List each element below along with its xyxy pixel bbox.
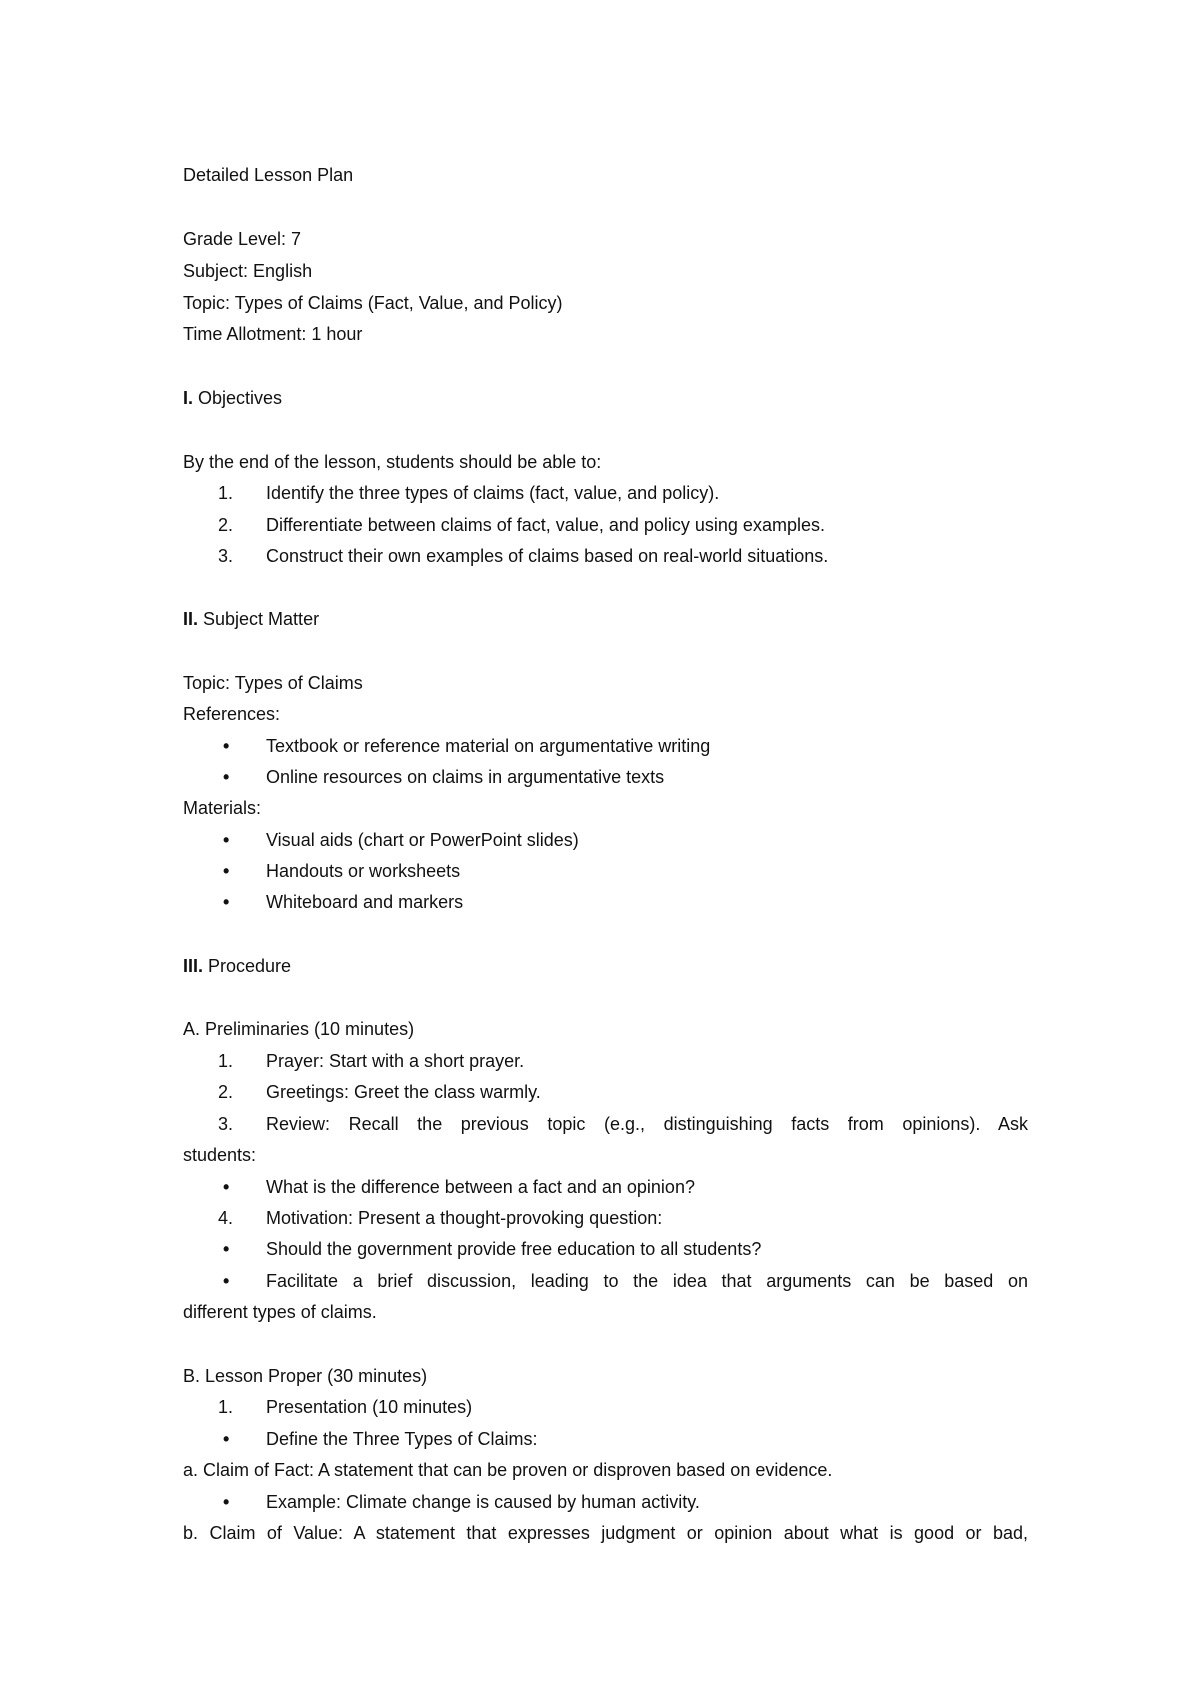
materials-label: Materials: bbox=[183, 798, 262, 818]
grade-level: Grade Level: 7 bbox=[183, 229, 302, 249]
list-item-continuation: different types of claims. bbox=[183, 1302, 377, 1322]
claim-of-value: b. Claim of Value: A statement that expresses judgment or opinion about what is good or bad, bbox=[183, 1523, 1028, 1543]
list-item: 4. Motivation: Present a thought-provoking question: bbox=[218, 1208, 663, 1228]
list-item: 2. Greetings: Greet the class warmly. bbox=[218, 1082, 541, 1102]
procedure-heading bbox=[183, 955, 291, 977]
subject-matter-heading bbox=[183, 608, 319, 630]
section-title: Objectives bbox=[193, 388, 283, 408]
lesson-proper-heading: B. Lesson Proper (30 minutes) bbox=[183, 1366, 428, 1386]
list-item: •Online resources on claims in argumentative texts bbox=[218, 766, 664, 788]
section-number: III. bbox=[183, 956, 204, 976]
objectives-heading bbox=[183, 387, 282, 409]
list-item: • Facilitate a brief discussion, leading to the idea that arguments can be based on bbox=[218, 1270, 1028, 1292]
references-label: References: bbox=[183, 704, 281, 724]
claim-of-fact: a. Claim of Fact: A statement that can be proven or disproven based on evidence. bbox=[183, 1460, 833, 1480]
preliminaries-heading: A. Preliminaries (10 minutes) bbox=[183, 1019, 415, 1039]
list-item: 1. Identify the three types of claims (fact, value, and policy). bbox=[218, 483, 720, 503]
list-item: •Handouts or worksheets bbox=[218, 860, 460, 882]
list-item-continuation: students: bbox=[183, 1145, 257, 1165]
list-item: 2. Differentiate between claims of fact, value, and policy using examples. bbox=[218, 515, 825, 535]
section-title: Procedure bbox=[203, 956, 292, 976]
list-item: 3. Construct their own examples of claims based on real-world situations. bbox=[218, 546, 829, 566]
section-number: I. bbox=[183, 388, 194, 408]
objectives-intro: By the end of the lesson, students should be able to: bbox=[183, 452, 602, 472]
subject: Subject: English bbox=[183, 261, 313, 281]
list-item: •Define the Three Types of Claims: bbox=[218, 1428, 537, 1450]
list-item: •Visual aids (chart or PowerPoint slides) bbox=[218, 829, 579, 851]
list-item: •What is the difference between a fact and an opinion? bbox=[218, 1176, 695, 1198]
section-title: Subject Matter bbox=[198, 609, 320, 629]
subject-matter-topic: Topic: Types of Claims bbox=[183, 673, 363, 693]
list-item: 3. Review: Recall the previous topic (e.g., distinguishing facts from opinions). Ask bbox=[218, 1114, 1028, 1134]
document-title: Detailed Lesson Plan bbox=[183, 165, 354, 185]
list-item: •Textbook or reference material on argumentative writing bbox=[218, 735, 710, 757]
list-item: 1. Prayer: Start with a short prayer. bbox=[218, 1051, 525, 1071]
list-item: •Should the government provide free education to all students? bbox=[218, 1238, 761, 1260]
list-item: 1. Presentation (10 minutes) bbox=[218, 1397, 473, 1417]
list-item: •Whiteboard and markers bbox=[218, 891, 463, 913]
section-number: II. bbox=[183, 609, 199, 629]
topic: Topic: Types of Claims (Fact, Value, and Policy) bbox=[183, 293, 563, 313]
list-item: •Example: Climate change is caused by human activity. bbox=[218, 1491, 700, 1513]
time-allotment: Time Allotment: 1 hour bbox=[183, 324, 363, 344]
